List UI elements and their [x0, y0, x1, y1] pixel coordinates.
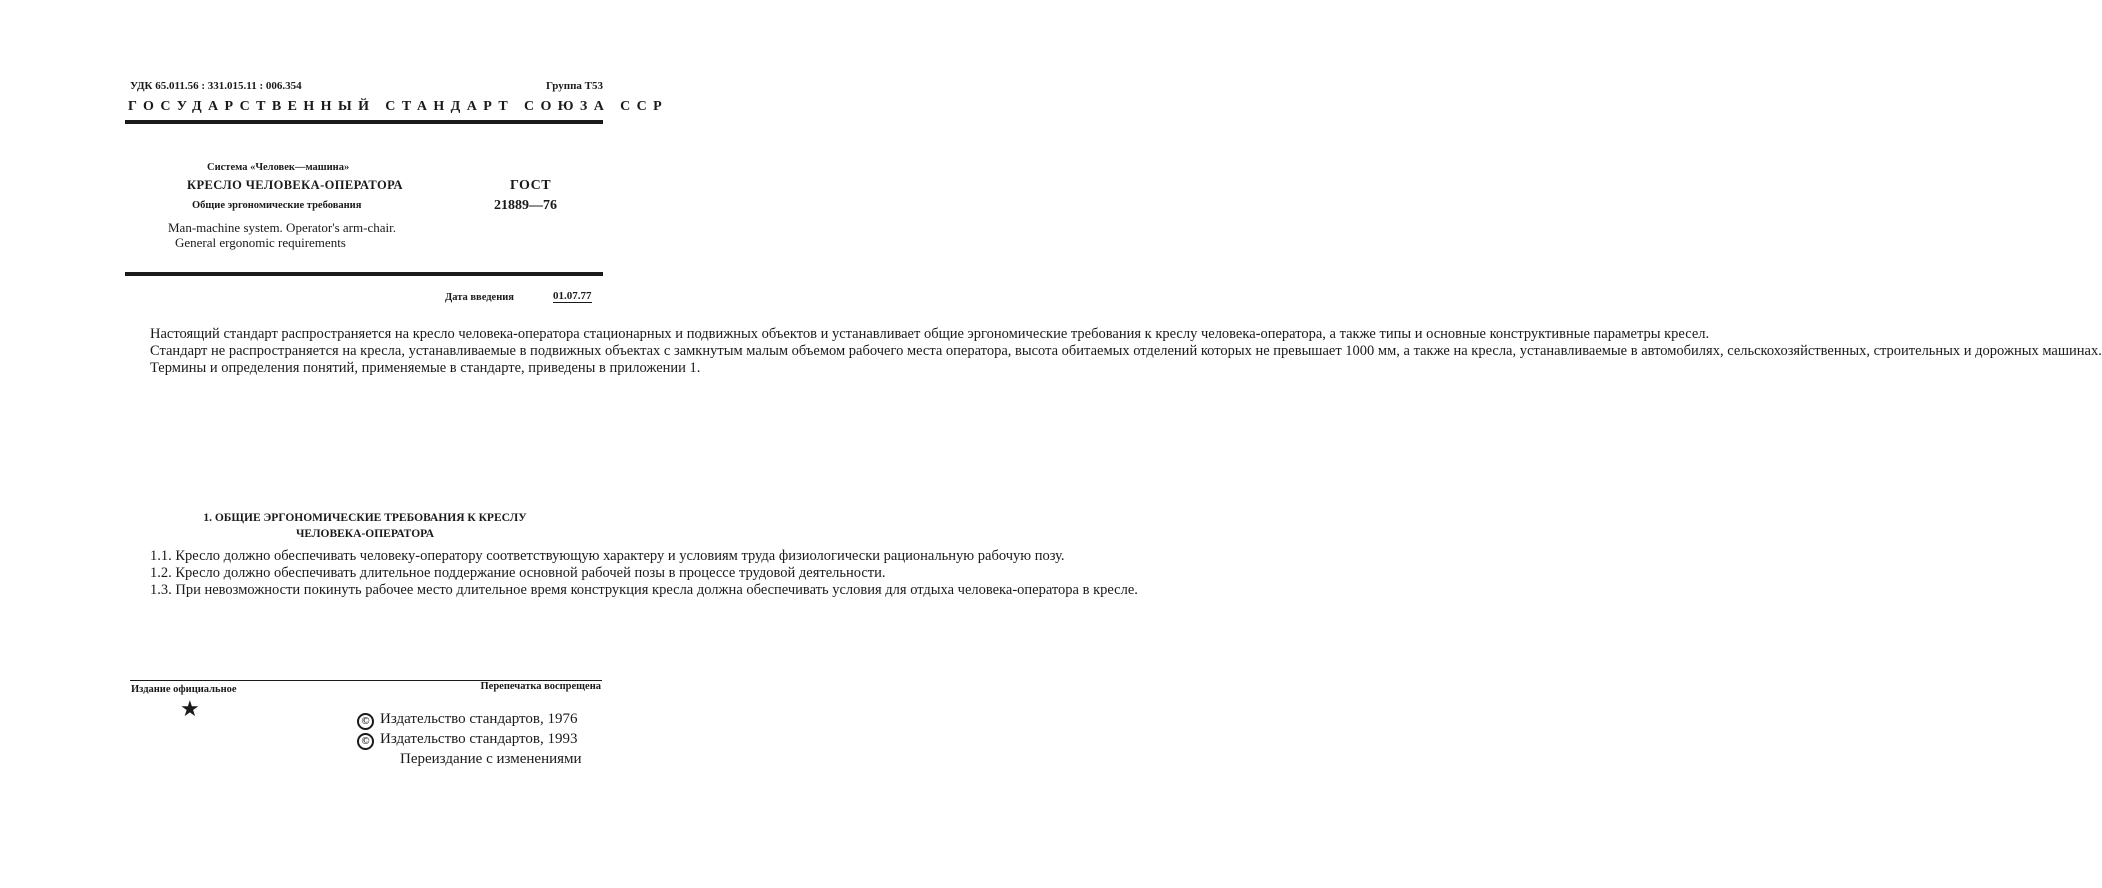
intro-date-label: Дата введения	[445, 292, 514, 303]
official-edition-label: Издание официальное	[131, 684, 237, 695]
intro-paragraph-1: Настоящий стандарт распространяется на кресло человека-оператора стационарных и подвижных объектов и устанавливает общие эргономические требования к креслу человека-оператора, а также типы и основные конструктивные параметры кресел.	[150, 326, 1710, 342]
gost-number: 21889—76	[494, 198, 557, 213]
state-standard-title: ГОСУДАРСТВЕННЫЙ СТАНДАРТ СОЮЗА ССР	[128, 99, 669, 114]
english-title-line1: Man-machine system. Operator's arm-chair.	[168, 220, 396, 235]
intro-text	[130, 326, 2102, 377]
top-divider	[125, 120, 603, 124]
section-1-heading-line2: ЧЕЛОВЕКА-ОПЕРАТОРА	[295, 528, 435, 540]
section-1-heading-line1: 1. ОБЩИЕ ЭРГОНОМИЧЕСКИЕ ТРЕБОВАНИЯ К КРЕСЛУ	[203, 512, 527, 524]
title-divider	[125, 272, 603, 276]
clause-1-2: 1.2. Кресло должно обеспечивать длительное поддержание основной рабочей позы в процессе трудовой деятельности.	[150, 565, 886, 581]
section-1-heading	[130, 510, 600, 542]
copyright-1993	[357, 731, 577, 750]
copyright-icon: ©	[357, 713, 374, 730]
copyright-1976	[357, 711, 577, 730]
intro-paragraph-2: Стандарт не распространяется на кресла, устанавливаемые в подвижных объектах с замкнутым малым объемом рабочего места оператора, высота обитаемых отделений которых не превышает 1000 мм, а также на кресла, устанавливаемые в автомобилях, сельскохозяйственных, строительных и дорожных машинах.	[150, 343, 2102, 359]
copyright-1993-text: Издательство стандартов, 1993	[380, 731, 578, 747]
copyright-1976-text: Издательство стандартов, 1976	[380, 711, 578, 727]
intro-paragraph-3: Термины и определения понятий, применяемые в стандарте, приведены в приложении 1.	[150, 360, 701, 376]
gost-label: ГОСТ	[510, 178, 552, 193]
reprint-prohibited-label: Перепечатка воспрещена	[480, 681, 601, 692]
copyright-icon: ©	[357, 733, 374, 750]
group-code: Группа Т53	[545, 80, 603, 92]
english-title-line2: General ergonomic requirements	[175, 235, 346, 250]
system-name: Система «Человек—машина»	[207, 162, 350, 173]
reissue-note: Переиздание с изменениями	[400, 751, 582, 767]
udk-code: УДК 65.011.56 : 331.015.11 : 006.354	[130, 80, 302, 92]
document-title: КРЕСЛО ЧЕЛОВЕКА-ОПЕРАТОРА	[187, 178, 403, 192]
star-icon: ★	[180, 696, 200, 721]
clause-1-1: 1.1. Кресло должно обеспечивать человеку-оператору соответствующую характеру и условиям труда физиологически рациональную рабочую позу.	[150, 548, 1065, 564]
intro-date-value: 01.07.77	[553, 290, 592, 302]
clause-1-3: 1.3. При невозможности покинуть рабочее место длительное время конструкция кресла должна обеспечивать условия для отдыха человека-оператора в кресле.	[150, 582, 1138, 598]
document-subtitle: Общие эргономические требования	[192, 200, 362, 211]
section-1-text	[130, 548, 1138, 599]
